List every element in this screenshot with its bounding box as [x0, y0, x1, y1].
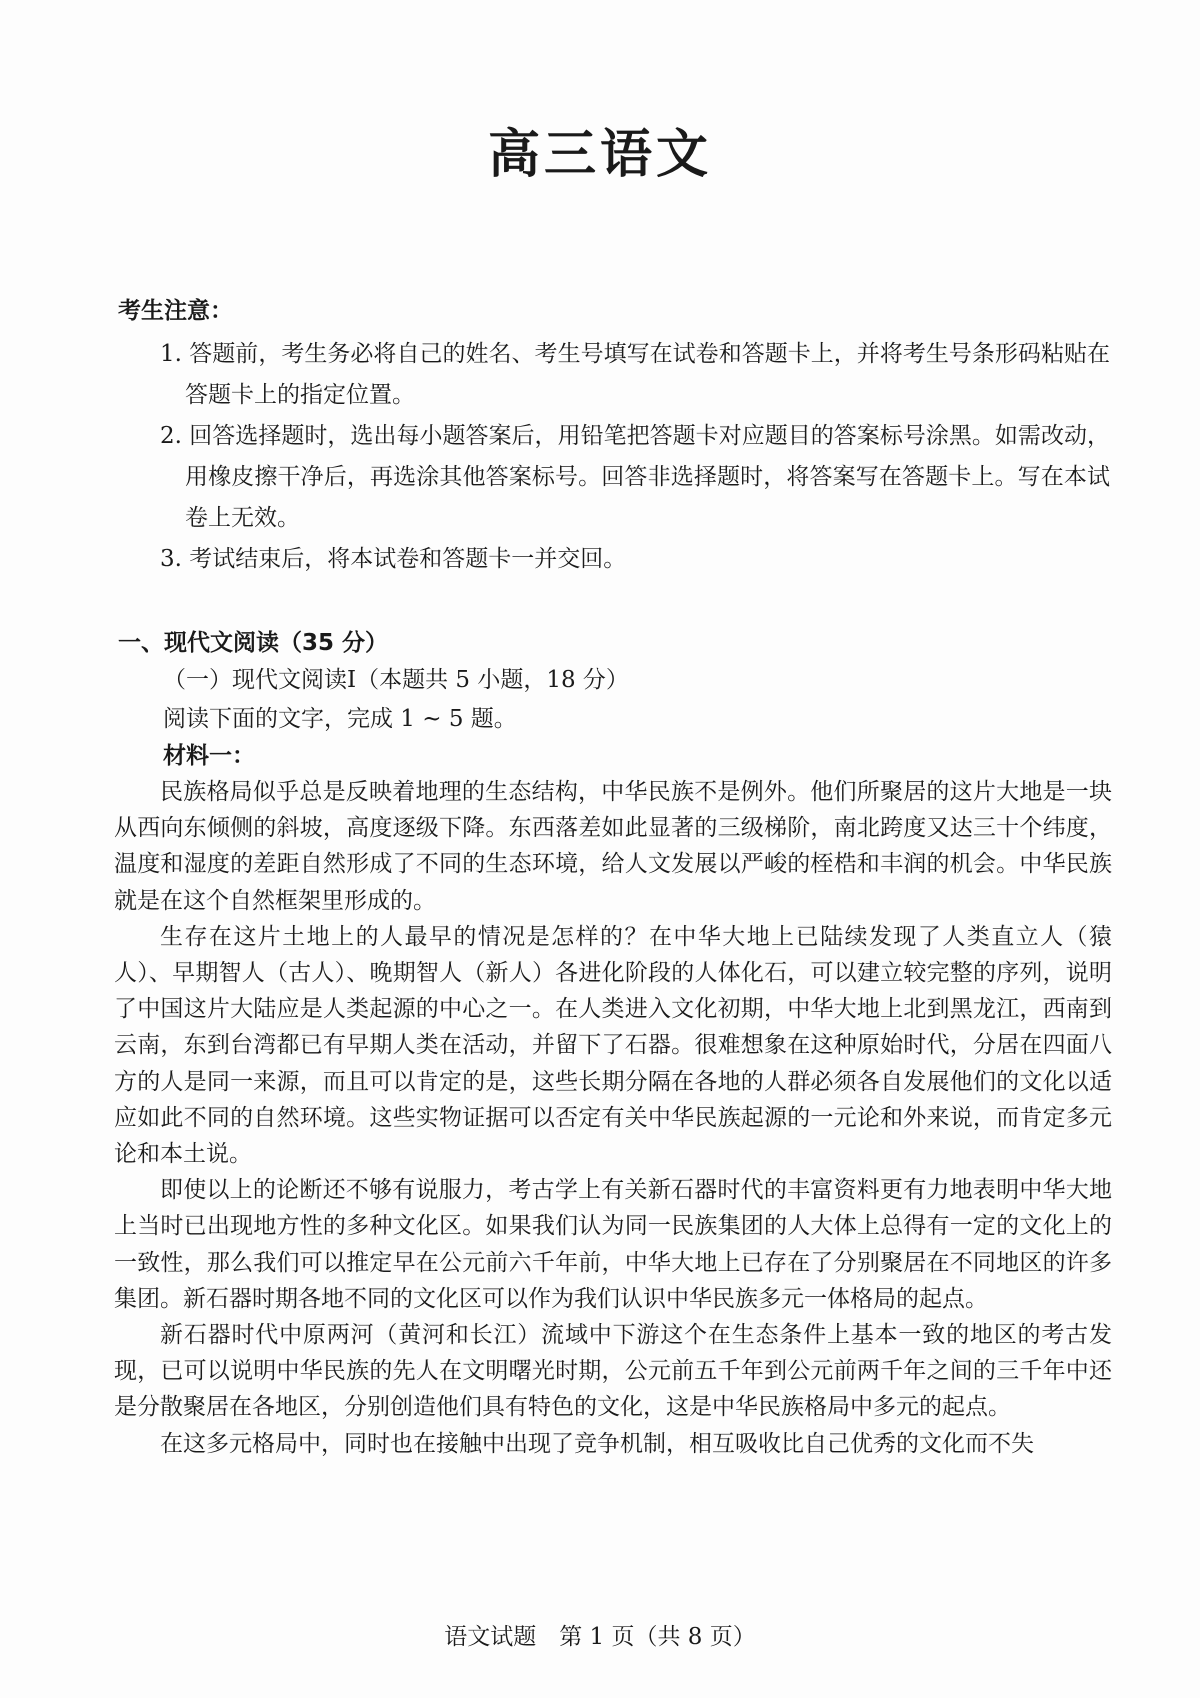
material-label: 材料一：: [163, 743, 255, 769]
notice-item: 1. 答题前，考生务必将自己的姓名、考生号填写在试卷和答题卡上，并将考生号条形码粘贴在答题卡上的指定位置。: [160, 341, 1110, 408]
passage-paragraph: 即使以上的论断还不够有说服力，考古学上有关新石器时代的丰富资料更有力地表明中华大地上当时已出现地方性的多种文化区。如果我们认为同一民族集团的人大体上总得有一定的文化上的一致性，那么我们可以推定早在公元前六千年前，中华大地上已存在了分别聚居在不同地区的许多集团。新石器时期各地不同的文化区可以作为我们认识中华民族多元一体格局的起点。: [114, 1177, 1112, 1312]
section-heading: 一、现代文阅读（35 分）: [118, 630, 389, 656]
passage-paragraph: 新石器时代中原两河（黄河和长江）流域中下游这个在生态条件上基本一致的地区的考古发现，已可以说明中华民族的先人在文明曙光时期，公元前五千年到公元前两千年之间的三千年中还是分散聚居在各地区，分别创造他们具有特色的文化，这是中华民族格局中多元的起点。: [114, 1322, 1112, 1421]
passage-paragraph: 民族格局似乎总是反映着地理的生态结构，中华民族不是例外。他们所聚居的这片大地是一块从西向东倾侧的斜坡，高度逐级下降。东西落差如此显著的三级梯阶，南北跨度又达三十个纬度，温度和湿度的差距自然形成了不同的生态环境，给人文发展以严峻的桎梏和丰润的机会。中华民族就是在这个自然框架里形成的。: [114, 779, 1112, 914]
reading-passage: [114, 774, 1112, 1462]
page-title: 高三语文: [487, 125, 712, 185]
notice-item: 3. 考试结束后，将本试卷和答题卡一并交回。: [160, 546, 627, 572]
notice-heading: 考生注意：: [118, 298, 233, 324]
notice-item: 2. 回答选择题时，选出每小题答案后，用铅笔把答题卡对应题目的答案标号涂黑。如需改动，用橡皮擦干净后，再选涂其他答案标号。回答非选择题时，将答案写在答题卡上。写在本试卷上无效。: [160, 423, 1110, 531]
page-footer: 语文试题 第 1 页（共 8 页）: [444, 1624, 756, 1650]
notice-list: [160, 334, 1110, 580]
passage-paragraph: 在这多元格局中，同时也在接触中出现了竞争机制，相互吸收比自己优秀的文化而不失: [160, 1430, 1034, 1457]
sub-section-heading: （一）现代文阅读Ⅰ（本题共 5 小题，18 分）: [163, 667, 629, 693]
passage-paragraph: 生存在这片土地上的人最早的情况是怎样的？在中华大地上已陆续发现了人类直立人（猿人）、早期智人（古人）、晚期智人（新人）各进化阶段的人体化石，可以建立较完整的序列，说明了中国这片大陆应是人类起源的中心之一。在人类进入文化初期，中华大地上北到黑龙江，西南到云南，东到台湾都已有早期人类在活动，并留下了石器。很难想象在这种原始时代，分居在四面八方的人是同一来源，而且可以肯定的是，这些长期分隔在各地的人群必须各自发展他们的文化以适应如此不同的自然环境。这些实物证据可以否定有关中华民族起源的一元论和外来说，而肯定多元论和本土说。: [114, 923, 1112, 1168]
reading-instruction: 阅读下面的文字，完成 1 ~ 5 题。: [163, 706, 517, 732]
